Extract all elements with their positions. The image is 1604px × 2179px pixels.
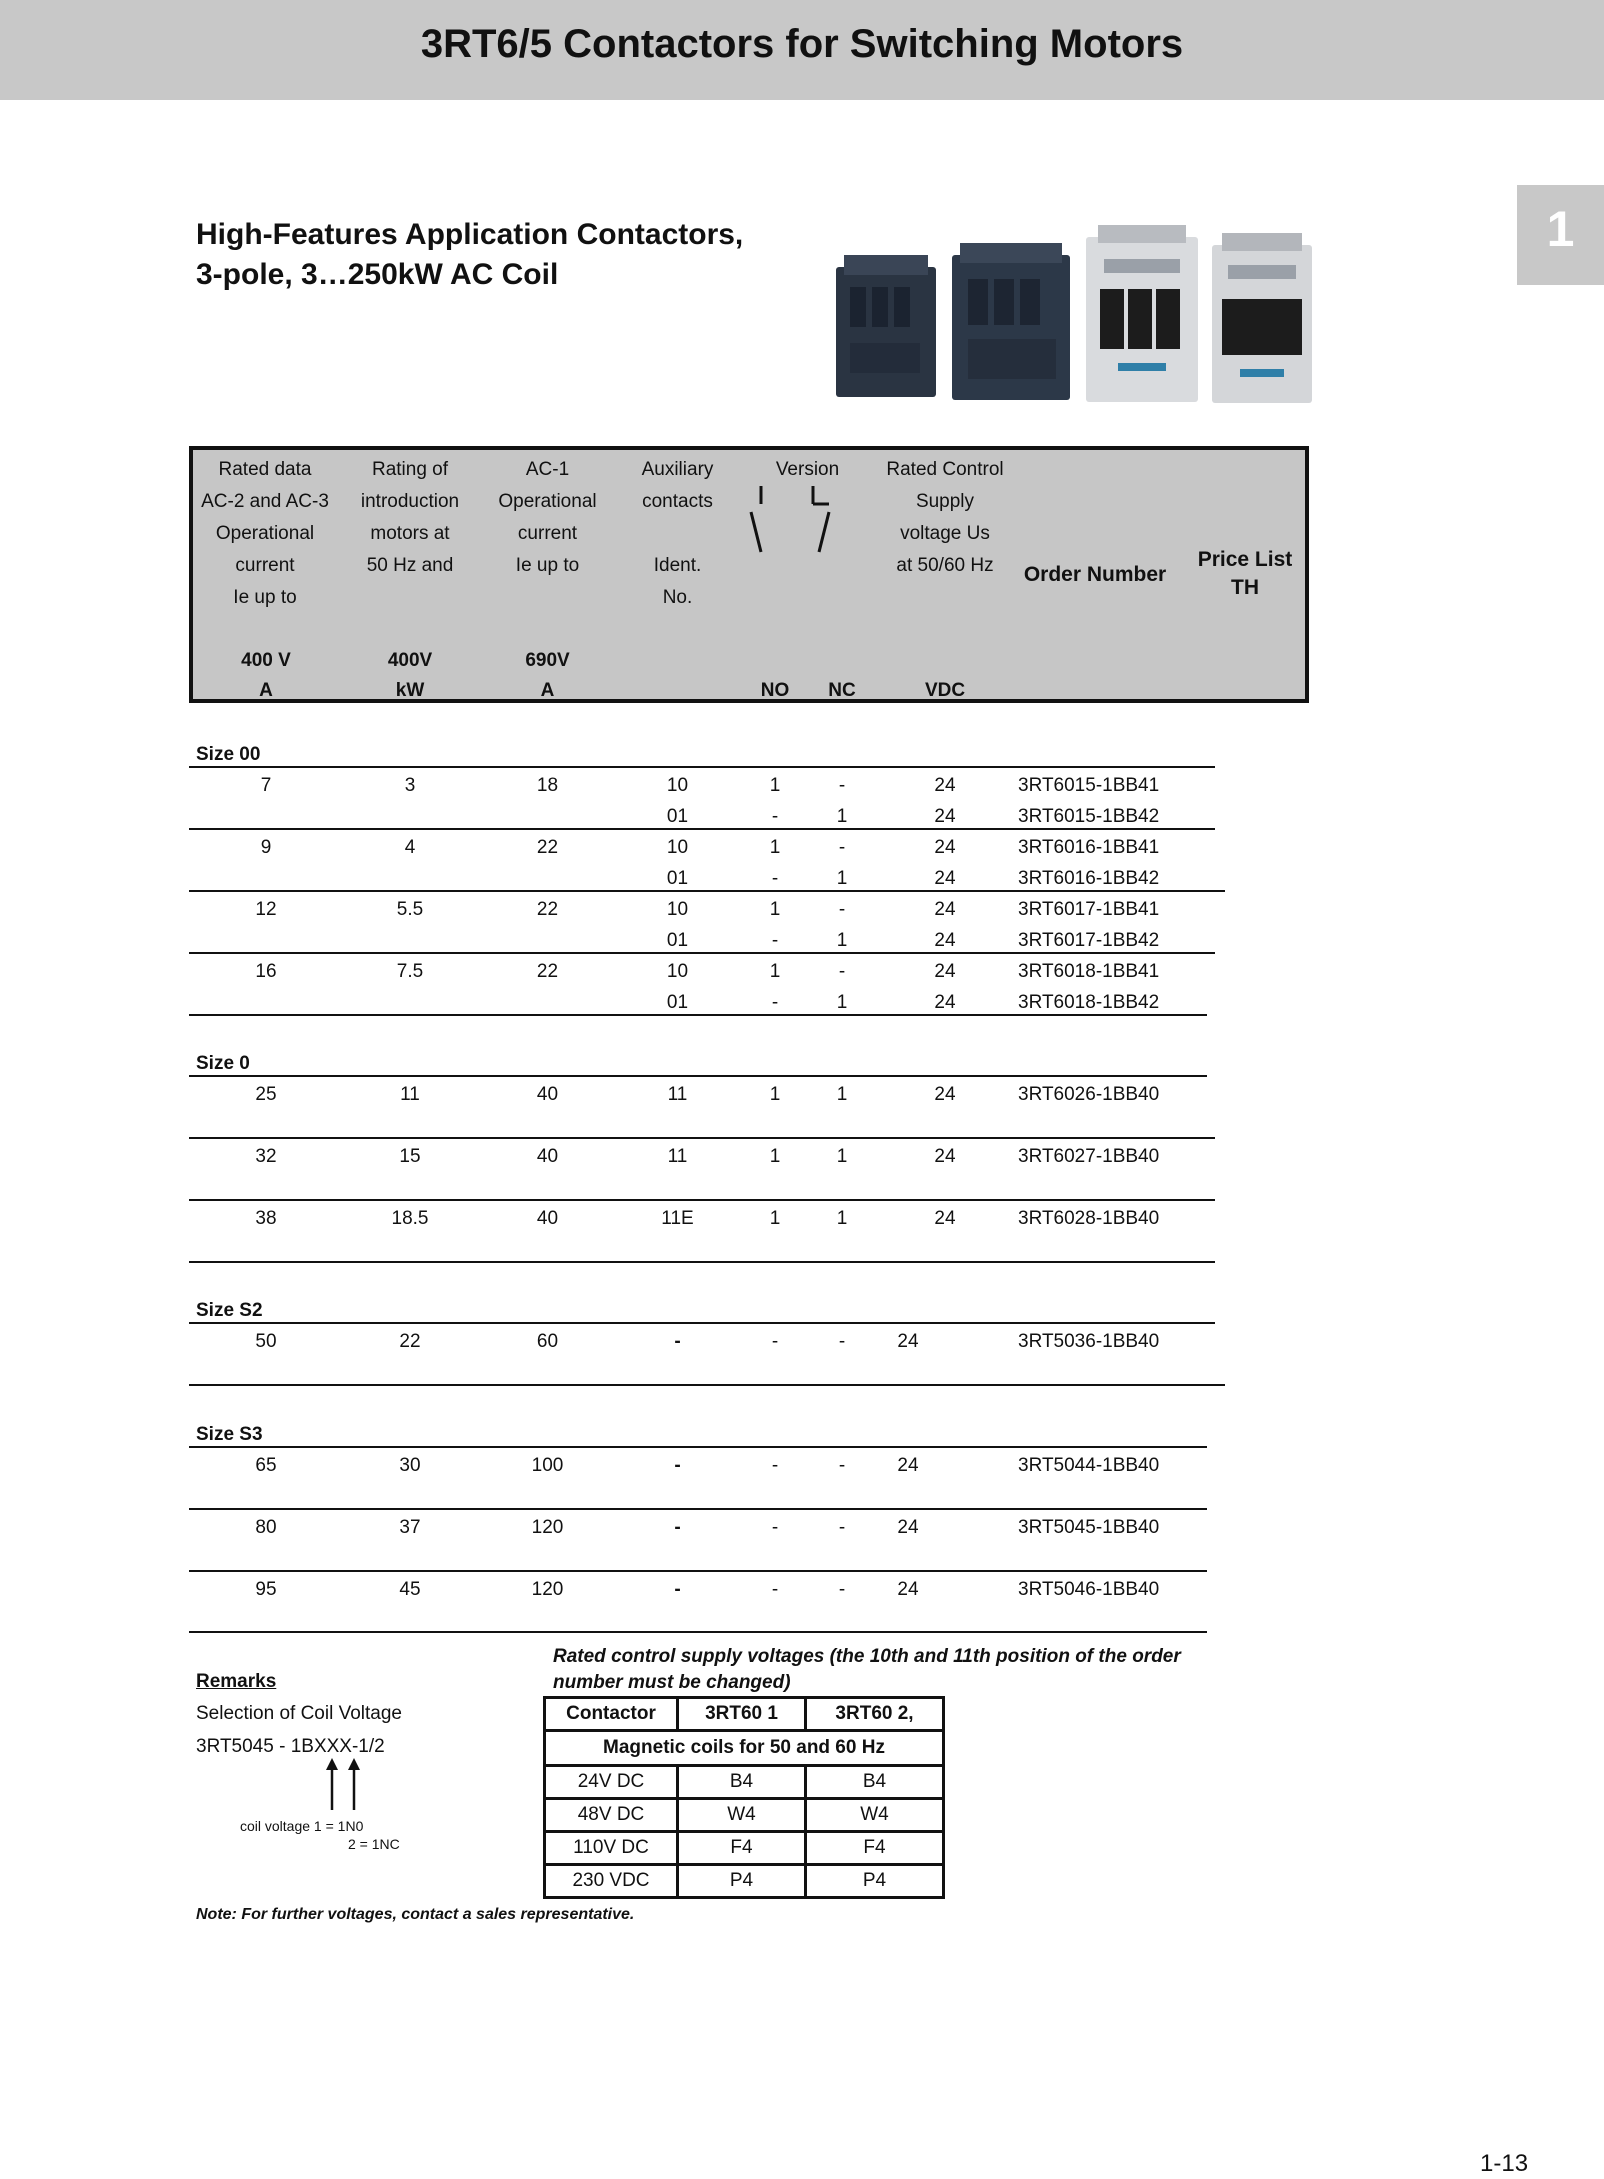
unit-690v: 690V xyxy=(525,650,570,671)
divider xyxy=(189,1137,1215,1139)
remarks-selection: Selection of Coil Voltage xyxy=(196,1703,402,1724)
coil-voltage-note-1: coil voltage 1 = 1N0 xyxy=(240,1818,364,1834)
unit-400v-kw: 400V xyxy=(387,650,433,671)
header-version: Version xyxy=(775,459,840,480)
remarks-heading: Remarks xyxy=(196,1671,277,1692)
contactors-product-photo xyxy=(828,225,1320,405)
table-row: 110V DC F4 F4 xyxy=(545,1832,944,1865)
size-00-label: Size 00 xyxy=(196,744,261,765)
unit-kw: kW xyxy=(395,680,425,701)
divider xyxy=(189,890,1225,892)
header-control-voltage: Rated Control Supply voltage Us at 50/60 Hz xyxy=(886,459,1004,576)
contact-symbols-icon xyxy=(745,482,855,554)
page-number: 1-13 xyxy=(1480,2150,1529,2177)
divider xyxy=(189,766,1215,768)
header-ac1: AC-1 Operational current Ie up to xyxy=(498,459,597,576)
section-title xyxy=(196,215,743,295)
size-s2-label: Size S2 xyxy=(196,1300,263,1321)
unit-a: A xyxy=(259,680,273,701)
divider xyxy=(189,1199,1215,1201)
footnote: Note: For further voltages, contact a sales representative. xyxy=(196,1906,635,1923)
contactor-size0-image xyxy=(952,243,1070,400)
table-row: 24V DC B4 B4 xyxy=(545,1766,944,1799)
rated-voltages-note: Rated control supply voltages (the 10th and 11th position of the order number must be changed) xyxy=(553,1646,1181,1693)
contactor-size00-image xyxy=(836,255,936,397)
divider xyxy=(189,1446,1207,1448)
section-title-line2: 3-pole, 3…250kW AC Coil xyxy=(196,258,559,291)
header-price-list: Price List TH xyxy=(1197,548,1293,599)
header-auxiliary: Auxiliary contacts Ident. No. xyxy=(641,459,714,608)
divider xyxy=(189,1261,1215,1263)
divider xyxy=(189,1075,1207,1077)
header-rated-data: Rated data AC-2 and AC-3 Operational current Ie up to xyxy=(201,459,329,608)
table-row: Magnetic coils for 50 and 60 Hz xyxy=(545,1731,944,1766)
table-row: 230 VDC P4 P4 xyxy=(545,1865,944,1898)
remarks-code: 3RT5045 - 1BXXX-1/2 xyxy=(196,1736,385,1757)
unit-vdc: VDC xyxy=(924,680,966,701)
unit-a-ac1: A xyxy=(540,680,555,701)
header-rating: Rating of introduction motors at 50 Hz and xyxy=(360,459,460,576)
arrow-up-icon xyxy=(318,1756,370,1812)
divider xyxy=(189,1014,1207,1016)
divider xyxy=(189,1508,1207,1510)
divider xyxy=(189,1384,1225,1386)
contactor-sizeS3-image xyxy=(1212,233,1312,403)
table-row: 48V DC W4 W4 xyxy=(545,1799,944,1832)
page-title: 3RT6/5 Contactors for Switching Motors xyxy=(420,22,1184,66)
divider xyxy=(189,1322,1215,1324)
voltage-code-table xyxy=(543,1696,945,1899)
unit-nc: NC xyxy=(828,680,856,701)
size-s3-label: Size S3 xyxy=(196,1424,263,1445)
section-title-line1: High-Features Application Contactors, xyxy=(196,218,744,251)
section-number: 1 xyxy=(1546,201,1575,257)
divider xyxy=(189,828,1215,830)
divider xyxy=(189,1570,1207,1572)
unit-400v: 400 V xyxy=(241,650,291,671)
contactor-sizeS2-image xyxy=(1086,225,1198,402)
divider xyxy=(189,952,1215,954)
table-row: Contactor 3RT60 1 3RT60 2, xyxy=(545,1698,944,1731)
coil-voltage-note-2: 2 = 1NC xyxy=(348,1836,400,1852)
size-0-label: Size 0 xyxy=(196,1053,250,1074)
divider xyxy=(189,1631,1207,1633)
unit-no: NO xyxy=(760,680,790,701)
header-order-number: Order Number xyxy=(1023,563,1167,586)
